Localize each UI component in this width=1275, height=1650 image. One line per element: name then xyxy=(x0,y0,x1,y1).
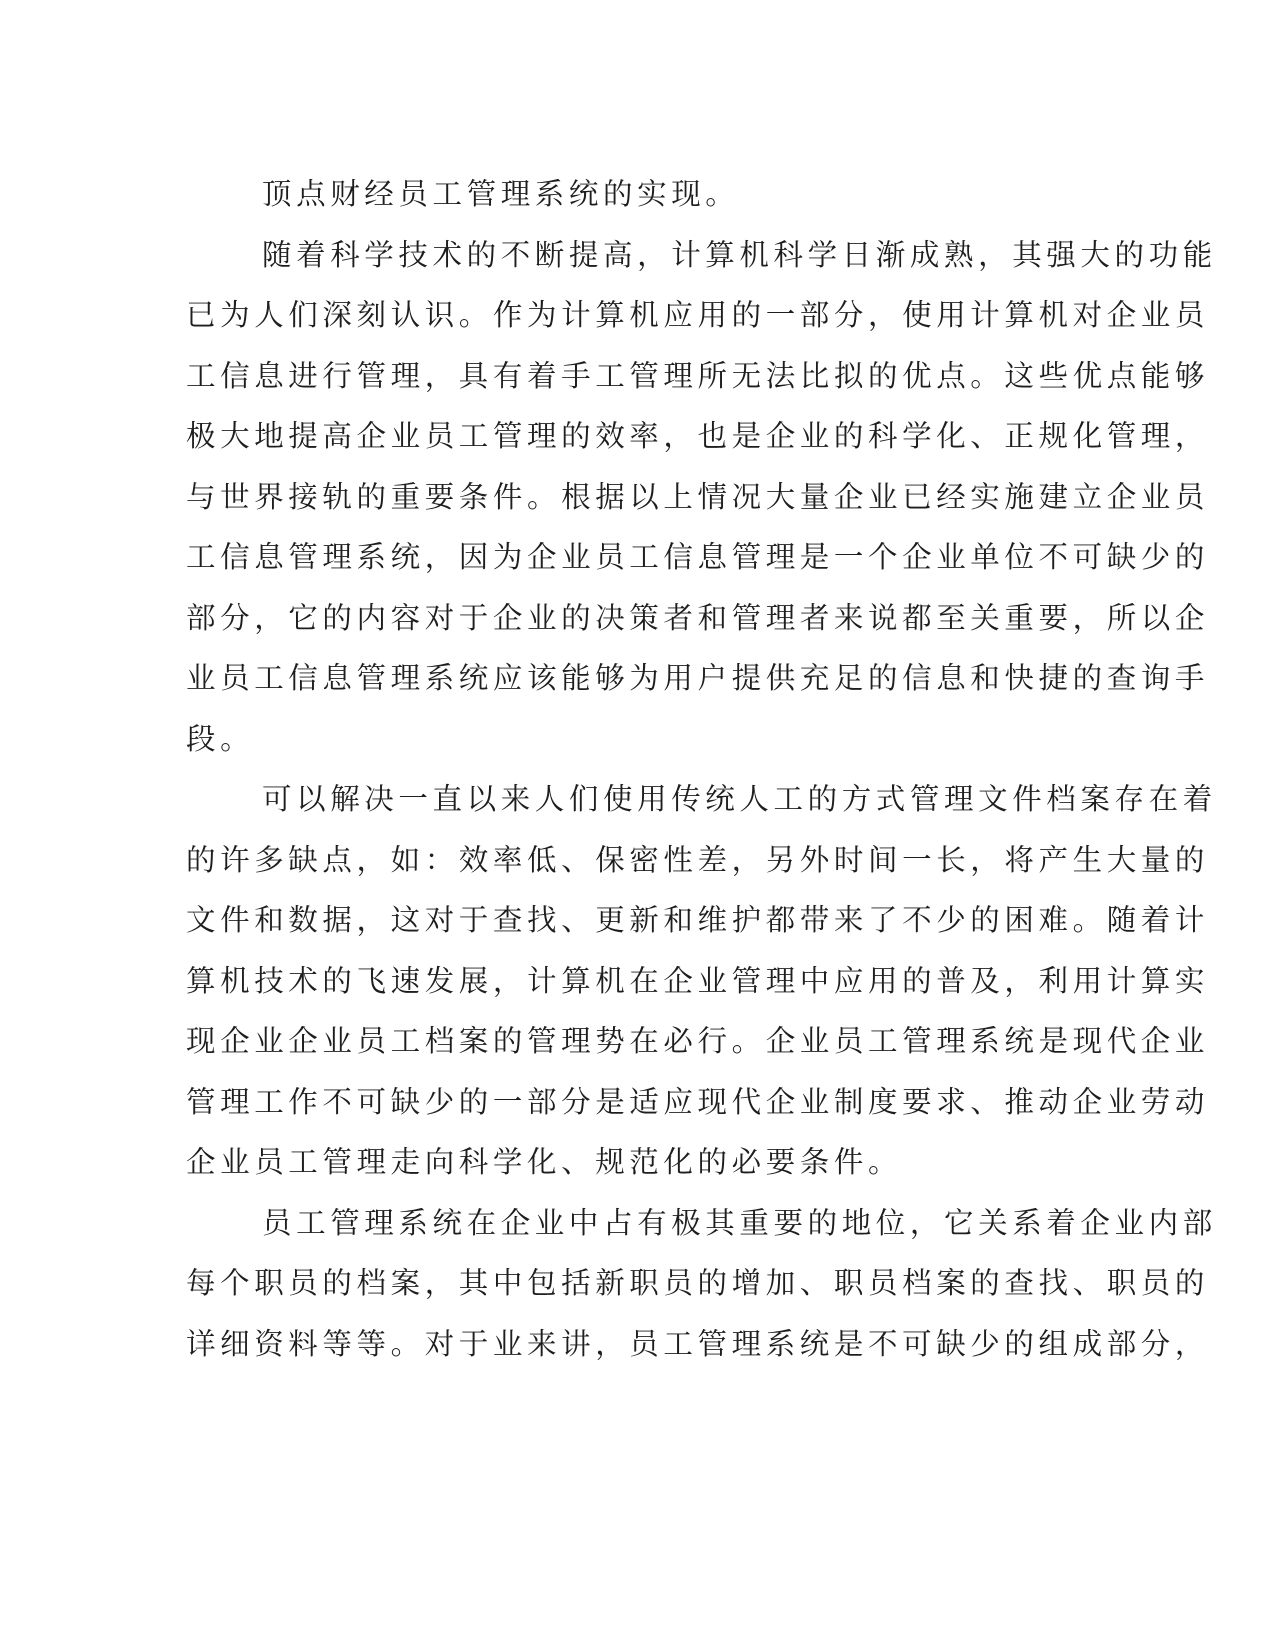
text-line: 现企业企业员工档案的管理势在必行。企业员工管理系统是现代企业 xyxy=(186,1024,1210,1058)
text-line: 可以解决一直以来人们使用传统人工的方式管理文件档案存在着 xyxy=(262,782,1217,816)
text-line: 的许多缺点，如：效率低、保密性差，另外时间一长，将产生大量的 xyxy=(186,842,1210,877)
paragraph xyxy=(186,225,1217,770)
paragraph xyxy=(186,769,1217,1193)
text-line: 部分，它的内容对于企业的决策者和管理者来说都至关重要，所以企 xyxy=(186,600,1210,635)
text-line: 算机技术的飞速发展，计算机在企业管理中应用的普及，利用计算实 xyxy=(186,963,1210,998)
text-line: 随着科学技术的不断提高，计算机科学日渐成熟，其强大的功能 xyxy=(262,237,1217,272)
text-line: 员工管理系统在企业中占有极其重要的地位，它关系着企业内部 xyxy=(262,1205,1217,1240)
text-line: 已为人们深刻认识。作为计算机应用的一部分，使用计算机对企业员 xyxy=(186,298,1210,332)
text-line: 段。 xyxy=(186,721,255,756)
text-line: 与世界接轨的重要条件。根据以上情况大量企业已经实施建立企业员 xyxy=(186,479,1210,514)
text-line: 顶点财经员工管理系统的实现。 xyxy=(262,177,740,211)
text-line: 极大地提高企业员工管理的效率，也是企业的科学化、正规化管理， xyxy=(186,419,1210,453)
text-line: 业员工信息管理系统应该能够为用户提供充足的信息和快捷的查询手 xyxy=(186,661,1210,695)
text-line: 企业员工管理走向科学化、规范化的必要条件。 xyxy=(186,1145,903,1179)
text-line: 详细资料等等。对于业来讲，员工管理系统是不可缺少的组成部分， xyxy=(186,1326,1210,1361)
paragraph xyxy=(186,1193,1217,1375)
document-body xyxy=(186,164,1217,1374)
text-line: 工信息管理系统，因为企业员工信息管理是一个企业单位不可缺少的 xyxy=(186,540,1210,574)
text-line: 每个职员的档案，其中包括新职员的增加、职员档案的查找、职员的 xyxy=(186,1266,1210,1300)
text-line: 文件和数据，这对于查找、更新和维护都带来了不少的困难。随着计 xyxy=(186,903,1210,937)
text-line: 工信息进行管理，具有着手工管理所无法比拟的优点。这些优点能够 xyxy=(186,358,1210,393)
paragraph-title xyxy=(186,164,1066,225)
text-line: 管理工作不可缺少的一部分是适应现代企业制度要求、推动企业劳动 xyxy=(186,1084,1210,1119)
